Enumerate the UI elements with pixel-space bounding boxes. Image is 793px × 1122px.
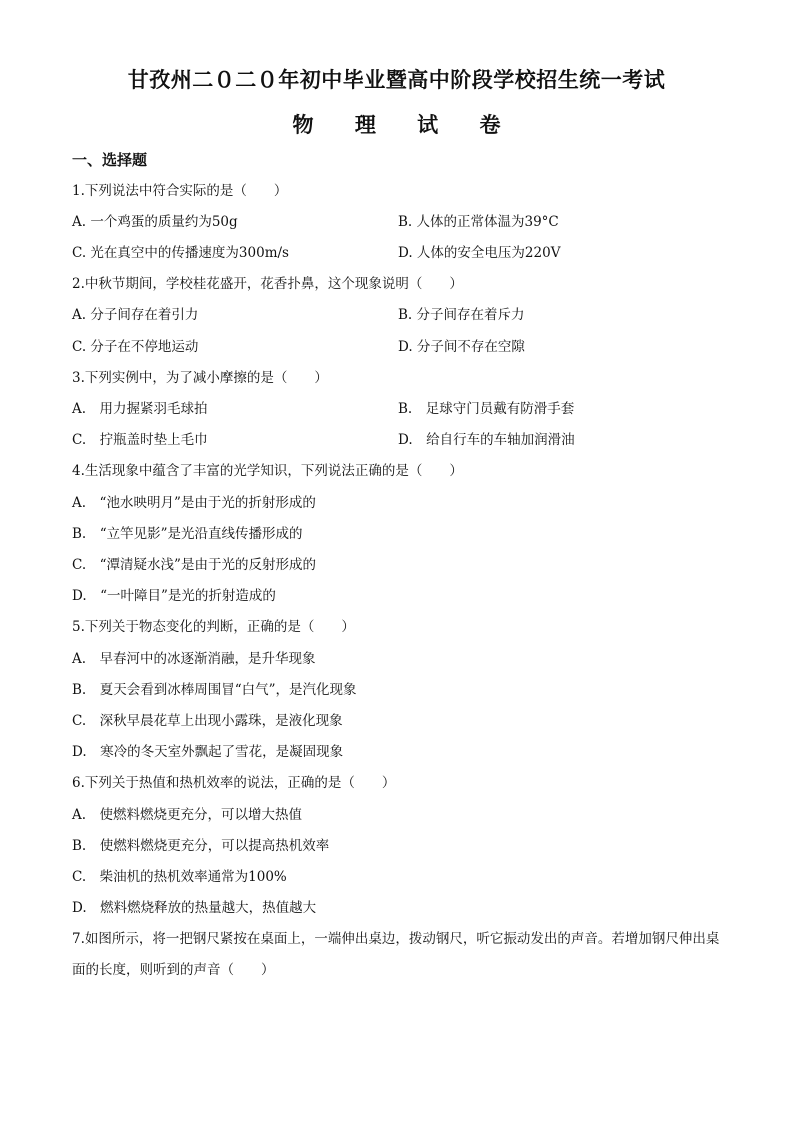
question-5-option-a: A. 早春河中的冰逐渐消融，是升华现象 bbox=[72, 651, 316, 667]
question-5-option-d: D. 寒冷的冬天室外飘起了雪花，是凝固现象 bbox=[72, 744, 344, 760]
question-2-option-a: A. 分子间存在着引力 bbox=[72, 307, 199, 323]
question-1-option-a: A. 一个鸡蛋的质量约为50g bbox=[72, 214, 238, 230]
question-3-option-c: C. 拧瓶盖时垫上毛巾 bbox=[72, 432, 208, 448]
section-heading: 一、选择题 bbox=[72, 151, 148, 169]
question-4-option-b: B. “立竿见影”是光沿直线传播形成的 bbox=[72, 526, 303, 542]
question-7-stem: 7.如图所示，将一把钢尺紧按在桌面上，一端伸出桌边，拨动钢尺，听它振动发出的声音。若增加钢尺伸出桌面的长度，则听到的声音（ ） bbox=[72, 931, 720, 978]
question-5-option-c: C. 深秋早晨花草上出现小露珠，是液化现象 bbox=[72, 713, 343, 729]
question-2-option-d: D. 分子间不存在空隙 bbox=[398, 339, 525, 355]
question-5-option-b: B. 夏天会看到冰棒周围冒“白气”，是汽化现象 bbox=[72, 682, 357, 698]
question-1-option-d: D. 人体的安全电压为220V bbox=[398, 245, 561, 261]
question-3-option-d: D. 给自行车的车轴加润滑油 bbox=[398, 432, 575, 448]
question-2-option-b: B. 分子间存在着斥力 bbox=[398, 307, 525, 323]
question-3-option-b: B. 足球守门员戴有防滑手套 bbox=[398, 401, 575, 417]
question-6-stem: 6.下列关于热值和热机效率的说法，正确的是（ ） bbox=[72, 775, 396, 791]
question-1-option-c: C. 光在真空中的传播速度为300m/s bbox=[72, 245, 289, 261]
exam-title: 甘孜州二０二０年初中毕业暨高中阶段学校招生统一考试 bbox=[127, 67, 666, 92]
question-4-option-a: A. “池水映明月”是由于光的折射形成的 bbox=[72, 495, 316, 511]
question-6-option-a: A. 使燃料燃烧更充分，可以增大热值 bbox=[72, 807, 303, 823]
question-3-stem: 3.下列实例中，为了减小摩擦的是（ ） bbox=[72, 370, 328, 386]
question-6-option-d: D. 燃料燃烧释放的热量越大，热值越大 bbox=[72, 900, 317, 916]
exam-subtitle: 物 理 试 卷 bbox=[292, 112, 501, 137]
question-1-option-b: B. 人体的正常体温为39°C bbox=[398, 214, 559, 230]
question-1-stem: 1.下列说法中符合实际的是（ ） bbox=[72, 183, 288, 199]
question-2-option-c: C. 分子在不停地运动 bbox=[72, 339, 199, 355]
question-5-stem: 5.下列关于物态变化的判断，正确的是（ ） bbox=[72, 619, 355, 635]
question-4-option-d: D. “一叶障目”是光的折射造成的 bbox=[72, 588, 276, 604]
question-6-option-c: C. 柴油机的热机效率通常为100% bbox=[72, 869, 287, 885]
question-3-option-a: A. 用力握紧羽毛球拍 bbox=[72, 401, 208, 417]
question-2-stem: 2.中秋节期间，学校桂花盛开，花香扑鼻，这个现象说明（ ） bbox=[72, 276, 463, 292]
question-4-option-c: C. “潭清疑水浅”是由于光的反射形成的 bbox=[72, 557, 316, 573]
question-6-option-b: B. 使燃料燃烧更充分，可以提高热机效率 bbox=[72, 838, 330, 854]
question-4-stem: 4.生活现象中蕴含了丰富的光学知识，下列说法正确的是（ ） bbox=[72, 463, 463, 479]
